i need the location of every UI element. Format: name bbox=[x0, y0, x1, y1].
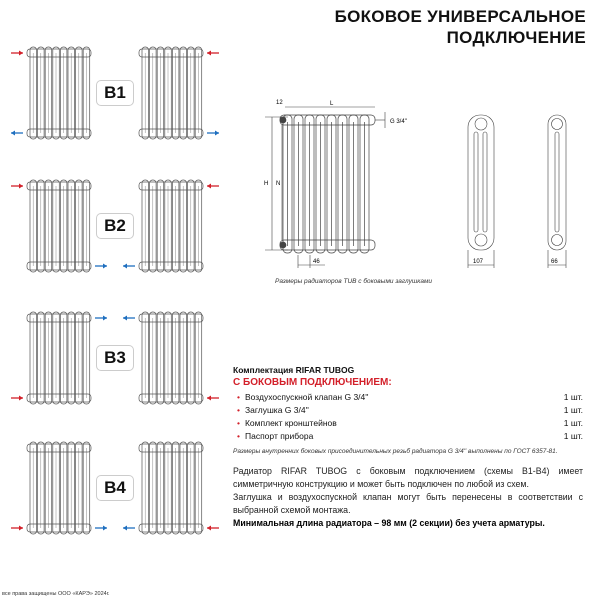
radiator-right bbox=[139, 312, 203, 404]
supply-arrow-icon bbox=[11, 396, 23, 401]
bullet-icon: • bbox=[237, 392, 240, 402]
radiator-left bbox=[27, 47, 91, 139]
dim-N: N bbox=[276, 181, 281, 187]
dim-12: 12 bbox=[276, 100, 283, 106]
supply-arrow-icon bbox=[207, 396, 219, 401]
supply-arrow-icon bbox=[11, 51, 23, 56]
scheme-label: B1 bbox=[96, 80, 134, 106]
return-arrow-icon bbox=[95, 526, 107, 531]
copyright: все права защищены ООО «КАРЭ» 2024г. bbox=[2, 591, 110, 597]
radiator-left bbox=[27, 442, 91, 534]
thread-label: G 3/4'' bbox=[390, 119, 407, 125]
supply-arrow-icon bbox=[11, 526, 23, 531]
radiator-right bbox=[139, 180, 203, 272]
dim-107: 107 bbox=[473, 259, 484, 265]
return-arrow-icon bbox=[123, 264, 135, 269]
return-arrow-icon bbox=[11, 131, 23, 136]
return-arrow-icon bbox=[123, 526, 135, 531]
supply-arrow-icon bbox=[207, 526, 219, 531]
supply-arrow-icon bbox=[207, 51, 219, 56]
bullet-icon: • bbox=[237, 418, 240, 428]
kit-list bbox=[233, 365, 583, 443]
kit-heading: Комплектация RIFAR TUBOG bbox=[233, 365, 355, 375]
dim-46: 46 bbox=[313, 259, 320, 265]
return-arrow-icon bbox=[207, 131, 219, 136]
dim-L: L bbox=[330, 101, 334, 107]
dim-H: H bbox=[264, 181, 269, 187]
scheme-label: B3 bbox=[96, 345, 134, 371]
kit-item: • Паспорт прибора 1 шт. bbox=[237, 431, 583, 441]
supply-arrow-icon bbox=[11, 184, 23, 189]
radiator-left bbox=[27, 312, 91, 404]
return-arrow-icon bbox=[95, 264, 107, 269]
return-arrow-icon bbox=[95, 316, 107, 321]
bullet-icon: • bbox=[237, 405, 240, 415]
return-arrow-icon bbox=[123, 316, 135, 321]
kit-item: • Заглушка G 3/4'' 1 шт. bbox=[237, 405, 583, 415]
technical-drawing bbox=[250, 90, 600, 290]
dim-66: 66 bbox=[551, 259, 558, 265]
thread-note: Размеры внутренних боковых присоединительных резьб радиатора G 3/4'' выполнены по ГОСТ 6357-81. bbox=[233, 448, 558, 455]
drawing-caption: Размеры радиаторов TUB с боковыми заглушками bbox=[275, 278, 433, 285]
scheme-label: B4 bbox=[96, 475, 134, 501]
radiator-right bbox=[139, 47, 203, 139]
kit-item: • Комплект кронштейнов 1 шт. bbox=[237, 418, 583, 428]
page-title: БОКОВОЕ УНИВЕРСАЛЬНОЕ ПОДКЛЮЧЕНИЕ bbox=[334, 7, 586, 47]
kit-item: • Воздухоспускной клапан G 3/4'' 1 шт. bbox=[237, 392, 583, 402]
description: Радиатор RIFAR TUBOG с боковым подключением (схемы B1-B4) имеет симметричную конструкцию и может быть подключен по любой из схем. Заглушка и воздухоспускной клапан могут быть перенесены в соответствии с выбранной схемой монтажа. Минимальная длина радиатора – 98 мм (2 секции) без учета арматуры. bbox=[233, 466, 583, 528]
kit-subheading: С БОКОВЫМ ПОДКЛЮЧЕНИЕМ: bbox=[233, 377, 392, 388]
bullet-icon: • bbox=[237, 431, 240, 441]
radiator-left bbox=[27, 180, 91, 272]
supply-arrow-icon bbox=[207, 184, 219, 189]
radiator-right bbox=[139, 442, 203, 534]
scheme-label: B2 bbox=[96, 213, 134, 239]
